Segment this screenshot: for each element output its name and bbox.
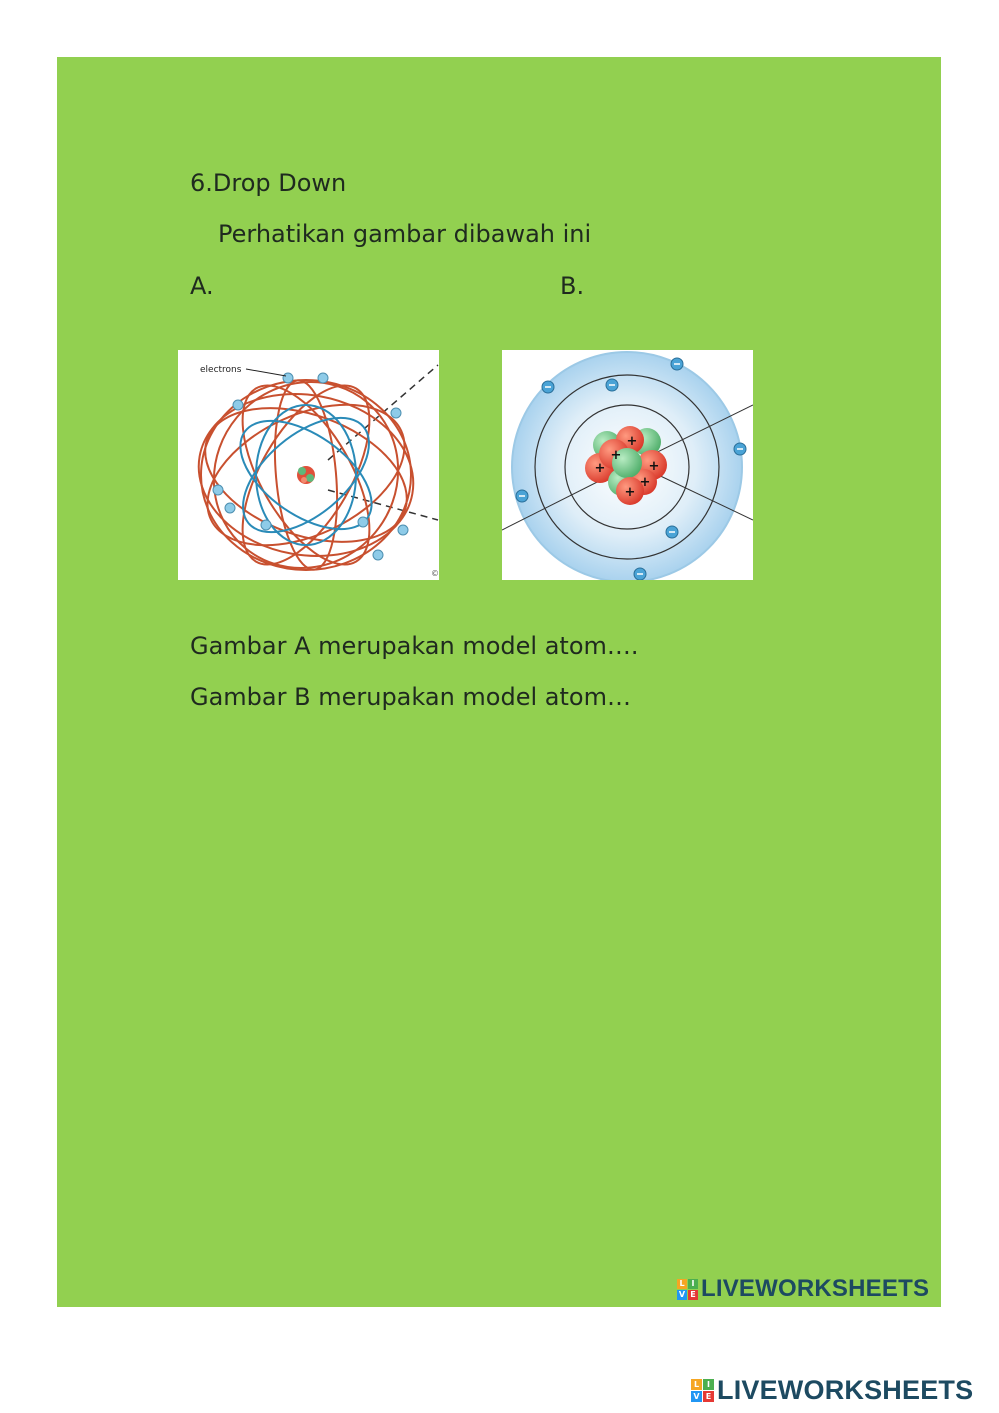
liveworksheets-logo-sheet (677, 1275, 929, 1303)
svg-text:+: + (626, 434, 638, 449)
question-line-a: Gambar A merupakan model atom…. (190, 632, 639, 660)
svg-text:+: + (624, 485, 636, 500)
liveworksheets-logo-footer[interactable] (691, 1375, 973, 1406)
liveworksheets-logo-text: LIVEWORKSHEETS (701, 1275, 930, 1302)
question-instruction: Perhatikan gambar dibawah ini (218, 220, 592, 248)
atom-model-icon (178, 350, 439, 580)
worksheet-page (57, 57, 941, 1307)
svg-text:+: + (594, 461, 606, 476)
label-a: A. (190, 272, 214, 300)
liveworksheets-logo-icon: L I V E (677, 1279, 698, 1300)
question-line-b: Gambar B merupakan model atom… (190, 683, 631, 711)
electrons-caption: electrons (200, 365, 242, 375)
liveworksheets-logo-icon: L I V E (691, 1379, 714, 1402)
atom-model-image-a (178, 350, 439, 580)
svg-text:+: + (639, 475, 651, 490)
liveworksheets-footer-text: LIVEWORKSHEETS (717, 1375, 974, 1405)
svg-text:+: + (610, 448, 622, 463)
atom-shell-model-icon (502, 350, 753, 580)
question-title: 6.Drop Down (190, 169, 347, 197)
label-b: B. (560, 272, 585, 300)
svg-text:©: © (431, 569, 439, 578)
svg-text:+: + (648, 459, 660, 474)
atom-model-image-b (502, 350, 753, 580)
